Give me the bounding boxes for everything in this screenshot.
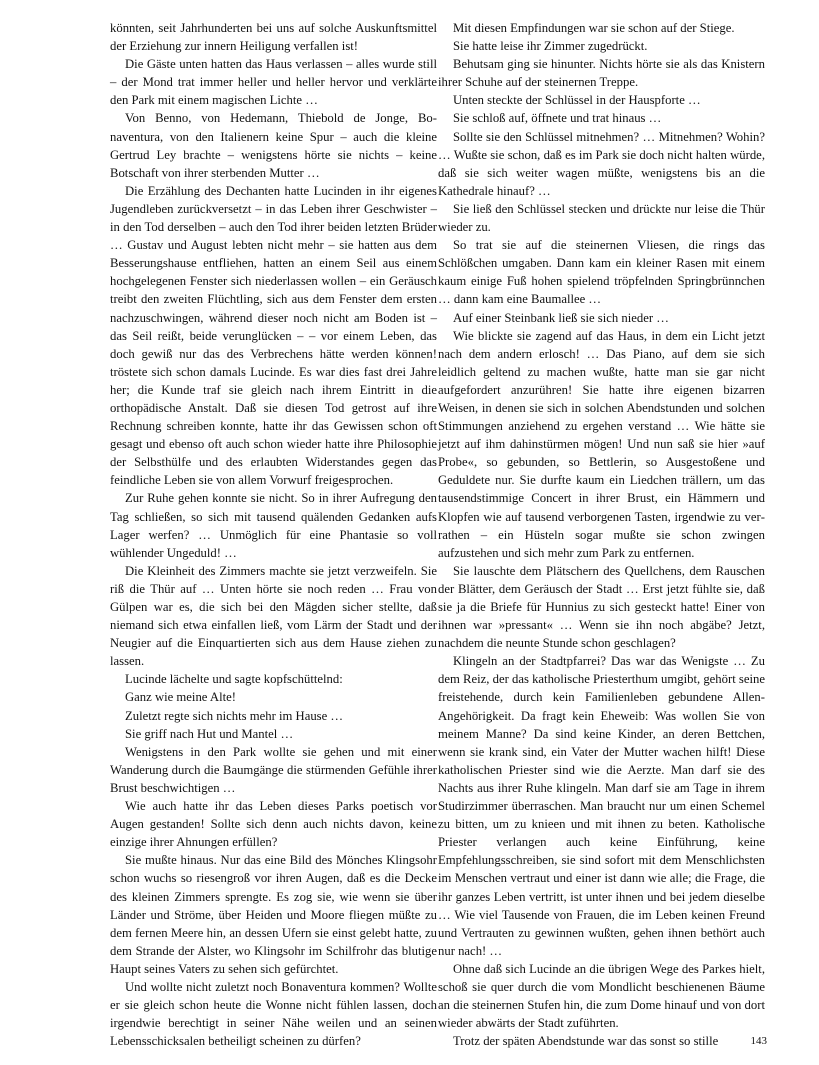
paragraph: Ganz wie meine Alte!	[125, 690, 236, 705]
paragraph: Wie blickte sie zagend auf das Haus, in dem ein Licht jetzt nach dem andern erlosch! … Das Piano, auf dem sie sich leidlich geltend zu machen wußte, hatte man sie gar nicht aufgefordert anzurühren! Sie hatte ihre eigenen bizarren Weisen, in denen sie sich in solchen Abendstunden und solchen Stimmungen anziehend zu ergehen verstand … Wie hätte sie jetzt auf ihm dahinstürmen mögen! Und nun saß sie hier »auf Probe«, so gebunden, so Bettlerin, so Ausgestoßene und Geduldete nur. Sie durfte kaum ein Liedchen trällern, um das tausendstimmige Concert in ihrer Brust, ein Hämmern und Klopfen wie auf tausend verborgenen Tasten, irgendwie zu verrathen – ein Hüsteln sogar mußte sie schon zwingen aufzustehen und sich mehr zum Park zu entfernen.	[438, 328, 765, 560]
paragraph: Wenigstens in den Park wollte sie gehen und mit einer Wanderung durch die Baumgänge die stürmenden Gefühle ihrer Brust beschwichtigen …	[110, 744, 437, 795]
paragraph: Lucinde lächelte und sagte kopfschüttelnd:	[125, 672, 343, 687]
paragraph: Behutsam ging sie hinunter. Nichts hörte sie als das Knistern ihrer Schuhe auf der steinernen Treppe.	[438, 57, 765, 90]
paragraph: Unten steckte der Schlüssel in der Hauspforte …	[453, 93, 701, 108]
paragraph: Die Erzählung des Dechanten hatte Lucinden in ihr eigenes Jugendleben zurückversetzt – in das Leben ihrer Geschwister – in den Tod derselben – auch den Tod ihrer beiden letzten Brüder … Gustav und August lebten nicht mehr – sie hatten aus dem Besserungshause entfliehen, hatten an einem Seil aus einem hochgelegenen Fenster sich niederlassen wollen – ein Geräusch treibt den zweiten Flüchtling, sich aus dem Fenster dem ersten nachzuschwingen, während dieser noch nicht am Boden ist – das Seil reißt, beide verunglücken – – vor einem Leben, das doch gewiß nur das des Verbrechens hätte werden können! tröstete sich schon damals Lucinde. Es war dies fast drei Jahre her; die Kunde traf sie gleich nach ihrem Eintritt in die orthopädische Anstalt. Daß sie diesen Tod getrost auf ihre Rechnung schreiben konnte, hatte ihr das Gewissen schon oft gesagt und ebenso oft auch schon wieder hatte ihre Philosophie der Selbsthülfe und des erlaubten Widerstandes gegen das feindliche Leben sie von allem Vorwurf freigesprochen.	[110, 183, 437, 488]
paragraph: Sie lauschte dem Plätschern des Quellchens, dem Rauschen der Blätter, dem Geräusch der Stadt … Erst jetzt fühlte sie, daß sie ja die Briefe für Hunnius zu sich gesteckt hatte! Einer von ihnen war »pressant« … Wenn sie ihn noch abgäbe? Jetzt, nachdem die neunte Stunde schon geschlagen?	[438, 563, 765, 651]
paragraph: Mit diesen Empfindungen war sie schon auf der Stiege.	[453, 21, 735, 35]
paragraph: Zur Ruhe gehen konnte sie nicht. So in ihrer Aufregung den Tag schließen, so sich mit tausend quälenden Gedanken aufs Lager werfen? … Unmöglich für eine Phantasie so voll wühlender Ungeduld! …	[110, 491, 437, 560]
paragraph: Die Kleinheit des Zimmers machte sie jetzt verzweifeln. Sie riß die Thür auf … Unten hörte sie noch reden … Frau von Gülpen war es, die sich bei den Mägden sicher stellte, daß niemand sich etwa einfallen ließ, vom Lärm der Stadt und der Neugier auf die Einquartierten sich aus dem Hause ziehen zu lassen.	[110, 563, 437, 669]
paragraph: Sie griff nach Hut und Mantel …	[125, 726, 294, 741]
page-number: 143	[750, 1035, 767, 1047]
paragraph: Wie auch hatte ihr das Leben dieses Parks poetisch vor Augen gestanden! Sollte sich denn auch nichts davon, keine einzige ihrer Ahnungen erfüllen?	[110, 799, 437, 850]
paragraph: Von Benno, von Hedemann, Thiebold de Jonge, Bonaventura, von den Italienern keine Spur – auch die kleine Gertrud Ley brachte – wenigstens hörte sie nichts – keine Botschaft von ihrer sterbenden Mutter …	[110, 111, 437, 180]
left-text-column	[110, 19, 437, 1050]
paragraph: Zuletzt regte sich nichts mehr im Hause …	[125, 708, 344, 723]
paragraph: Trotz der späten Abendstunde war das sonst so stille	[453, 1034, 719, 1049]
paragraph: Sie hatte leise ihr Zimmer zugedrückt.	[453, 39, 648, 54]
paragraph: Sollte sie den Schlüssel mitnehmen? … Mitnehmen? Wohin? … Wußte sie schon, daß es im Park sie doch nicht halten würde, daß sie sich weiter wagen müßte, wenigstens bis an die Kathedrale hinauf? …	[438, 129, 765, 198]
paragraph: So trat sie auf die steinernen Vliesen, die rings das Schlößchen umgaben. Dann kam ein kleiner Rasen mit einem kaum einige Fuß hohen spielend tröpfelnden Springbrünnchen … dann kam eine Baumallee …	[438, 238, 765, 307]
paragraph: Die Gäste unten hatten das Haus verlassen – alles wurde still – der Mond trat immer heller und heller hervor und verklärte den Park mit einem magischen Lichte …	[110, 57, 437, 108]
paragraph: Klingeln an der Stadtpfarrei? Das war das Wenigste … Zu dem Reiz, der das katholische Priesterthum umgibt, gehört seine freistehende, durch kein Familienleben gebundene Allen-Angehörigkeit. Da fragt kein Eheweib: Was wollen Sie von meinem Manne? Da sind keine Kinder, an deren Bettchen, wenn sie krank sind, ein Vater der Mutter wachen hilft! Diese katholischen Priester sind wie die Aerzte. Man darf sie des Nachts aus ihrer Ruhe klingeln. Man darf sie am Tage in ihrem Studirzimmer überraschen. Man braucht nur um einen Schemel zu bitten, um zu knieen und mit ihnen zu beten. Katholische Priester verlangen auch keine Einführung, keine Empfehlungsschreiben, sie sind sofort mit dem Menschlichsten im Menschen vertraut und einer ist dann wie alle; die Frage, die ihr ganzes Leben vertritt, ist unter ihnen und bei jedem dieselbe … Wie viel Tausende von Frauen, die im Leben keinen Freund und Vertrauten zu gewinnen wußten, gehen ihnen bethört auch nur nach! …	[438, 654, 765, 958]
paragraph: Sie schloß auf, öffnete und trat hinaus …	[453, 111, 662, 126]
paragraph: Auf einer Steinbank ließ sie sich nieder …	[453, 310, 669, 325]
paragraph: Sie mußte hinaus. Nur das eine Bild des Mönches Klingsohr schon wuchs so riesengroß vor ihren Augen, daß es die Decke des kleinen Zimmers sprengte. Es zog sie, wie wenn sie über Länder und Ströme, über Heiden und Moore fliegen müßte zu dem fernen Meere hin, an dessen Ufern sie einst gelebt hatte, zu dem Strande der Alster, wo Klingsohr im Schilfrohr das blutige Haupt seines Vaters zu sehen sich gefürchtet.	[110, 853, 437, 976]
paragraph: Ohne daß sich Lucinde an die übrigen Wege des Parkes hielt, schoß sie quer durch die vom Mondlicht beschienenen Bäume an die steinernen Stufen hin, die zum Dome hinauf und von dort wieder abwärts der Stadt zuführten.	[438, 961, 765, 1031]
right-text-column	[438, 19, 765, 1050]
paragraph: könnten, seit Jahrhunderten bei uns auf solche Auskunftsmittel der Erziehung zur innern Heiligung verfallen ist!	[110, 21, 437, 54]
paragraph: Und wollte nicht zuletzt noch Bonaventura kommen? Wollte er sie gleich schon heute die Wonne nicht fühlen lassen, doch irgendwie berechtigt in seiner Nähe weilen und an seinen Lebensschicksalen betheiligt scheinen zu dürfen?	[110, 979, 437, 1049]
paragraph: Sie ließ den Schlüssel stecken und drückte nur leise die Thür wieder zu.	[438, 201, 765, 235]
